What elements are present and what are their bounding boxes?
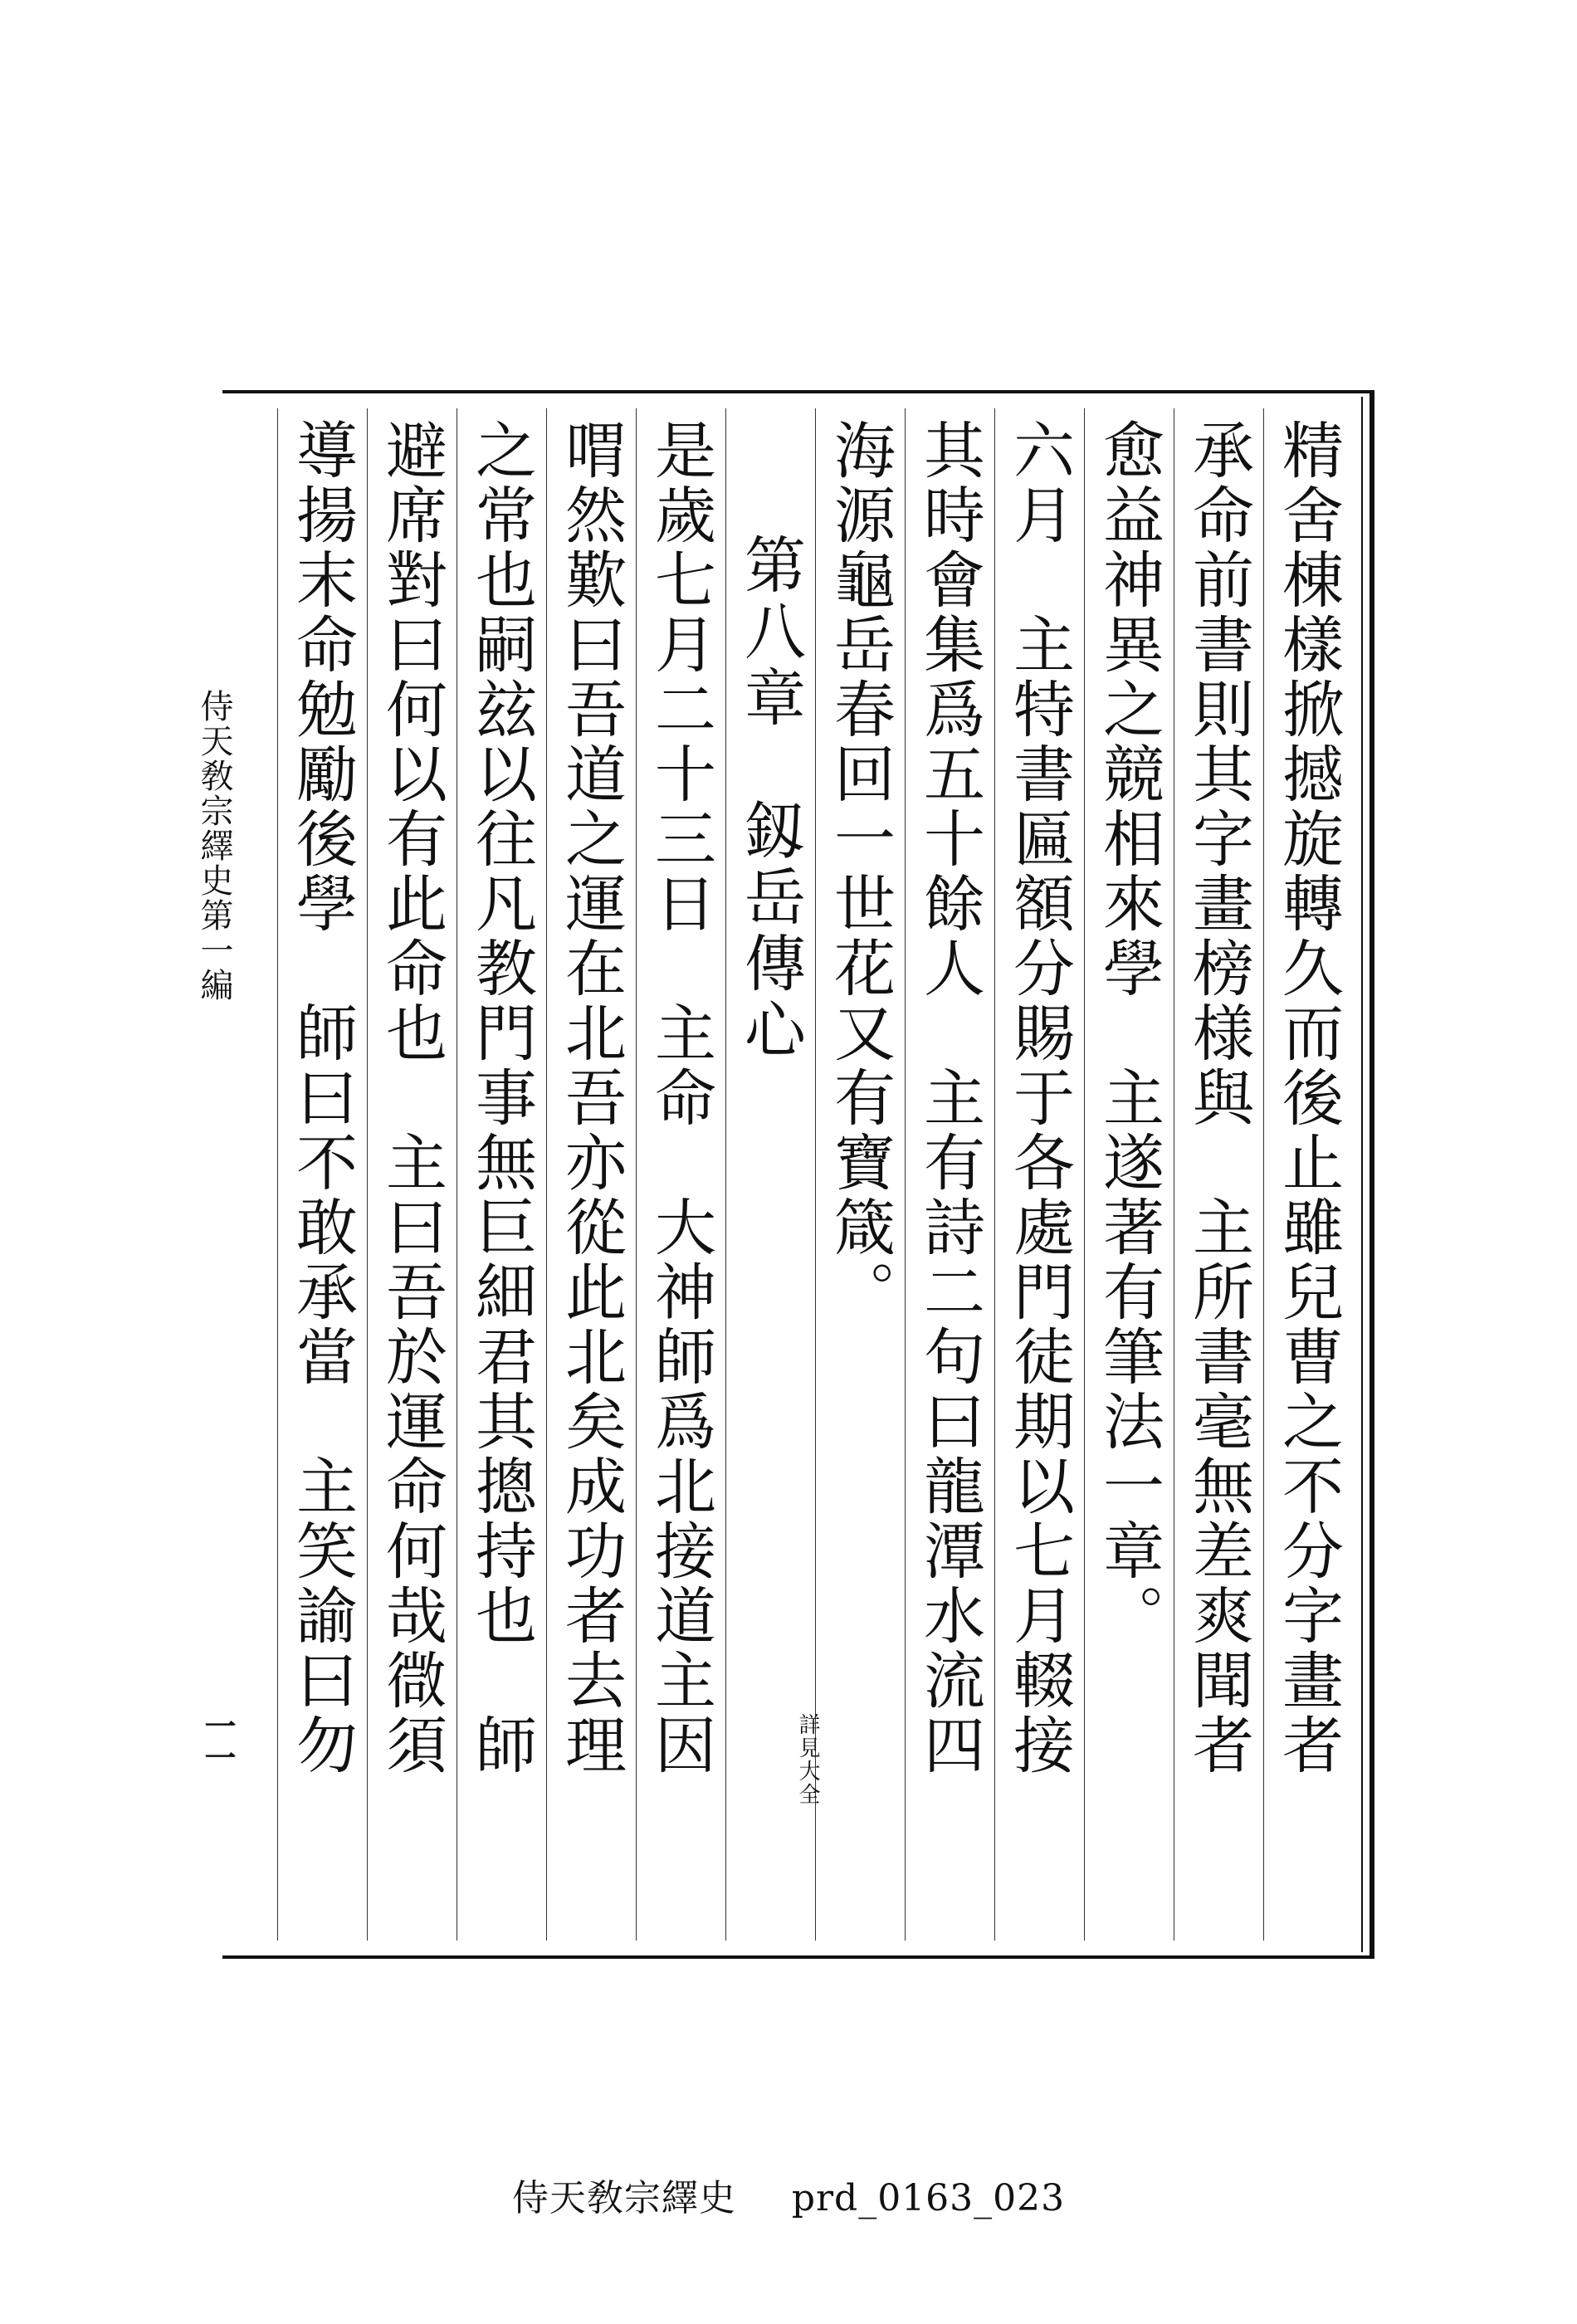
text-column-4: 六月 主特書匾額分賜于各處門徒期以七月輟接: [994, 408, 1084, 1941]
text-columns: [277, 408, 1353, 1941]
inline-note: 詳見大全: [795, 1713, 820, 1806]
margin-book-title: 侍天敎宗繹史第一編: [195, 689, 233, 1003]
text-column-9: 喟然歎曰吾道之運在北吾亦從此北矣成功者去理: [546, 408, 636, 1941]
footer: [0, 2168, 1577, 2221]
text-column-12: 導揚末命勉勵後學 師曰不敢承當 主笑諭曰勿: [277, 408, 367, 1941]
text-column-5: 其時會集爲五十餘人 主有詩二句曰龍潭水流四: [905, 408, 994, 1941]
text-column-8: 是歲七月二十三日 主命 大神師爲北接道主因: [636, 408, 725, 1941]
footer-book-title: 侍天敎宗繹史: [511, 2177, 736, 2219]
text-column-6: 海源龜岳春回一世花又有寶箴。: [815, 408, 905, 1941]
text-column-2: 承命前書則其字畫榜様與 主所書毫無差爽聞者: [1174, 408, 1263, 1941]
text-column-3: 愈益神異之競相來學 主遂著有筆法一章。: [1084, 408, 1174, 1941]
page-frame: [222, 390, 1374, 1959]
text-column-10: 之常也嗣玆以往凡教門事無巨細君其摠持也 師: [456, 408, 546, 1941]
chapter-heading: 第八章 釼岳傳心: [725, 408, 815, 1941]
margin-page-number: 一一: [199, 1710, 237, 1773]
text-column-11: 避席對曰何以有此命也 主曰吾於運命何哉㣲須: [367, 408, 456, 1941]
footer-doc-id: prd_0163_023: [791, 2177, 1066, 2219]
text-column-1: 精舍棟樣掀撼旋轉久而後止雖兒曹之不分字畫者: [1263, 408, 1353, 1941]
